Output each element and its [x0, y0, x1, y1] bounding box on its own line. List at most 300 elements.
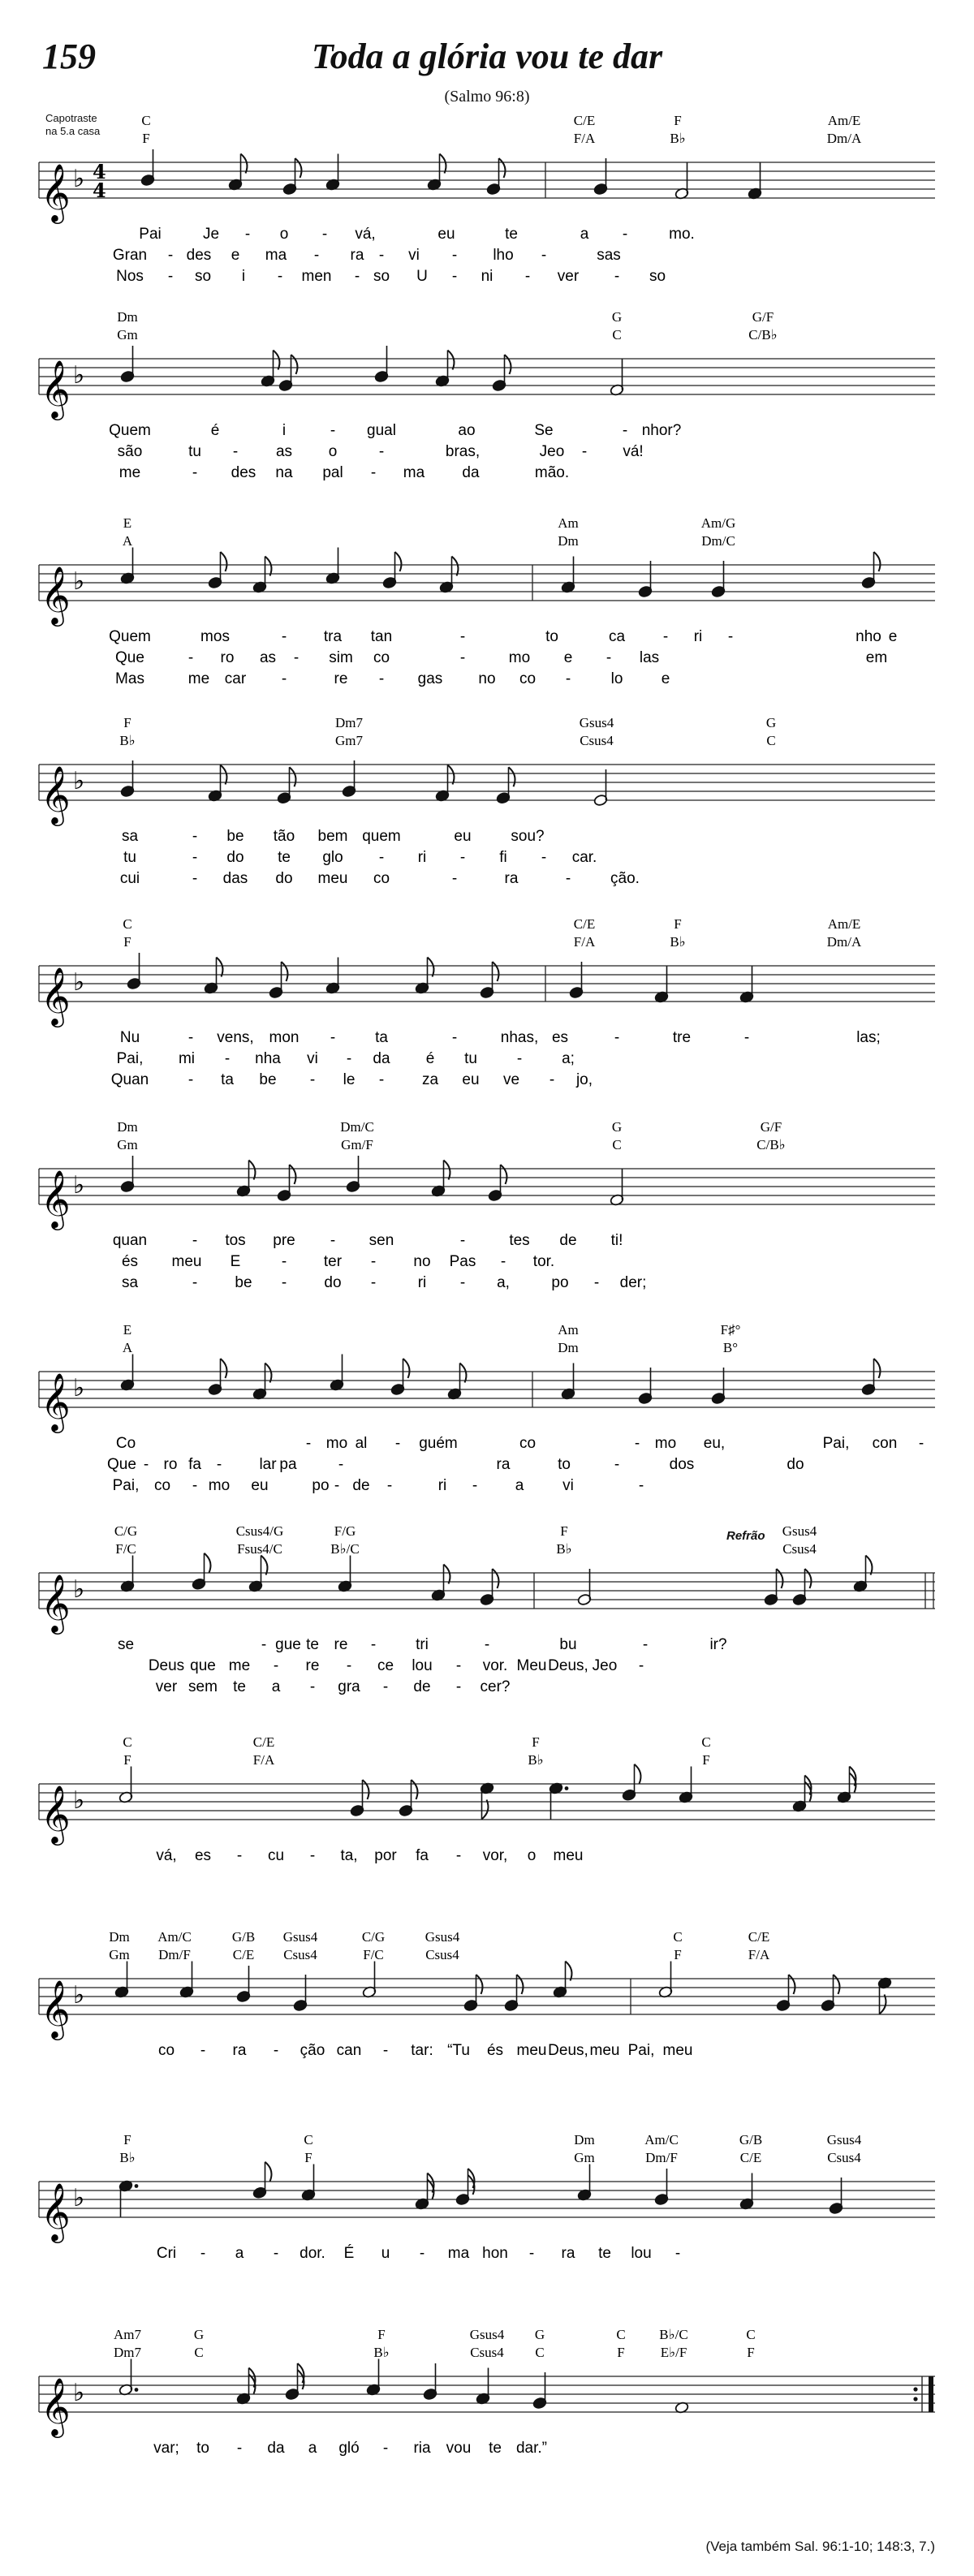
music-system [39, 916, 935, 1088]
lyric-syllable: Meu [516, 1657, 547, 1674]
lyric-syllable: É [343, 2245, 355, 2262]
lyric-syllable: Cri [156, 2245, 177, 2262]
capo-chord-symbol: Dm/C [701, 533, 735, 549]
lyric-syllable: - [330, 422, 336, 439]
lyric-syllable: tre [672, 1029, 692, 1046]
lyric-syllable: ro [163, 1456, 178, 1473]
treble-clef: 𝄞 [41, 359, 71, 418]
note-flag [501, 1165, 507, 1184]
lyric-syllable: na [275, 464, 293, 481]
lyric-syllable: las; [856, 1029, 881, 1046]
lyric-syllable: sa [121, 828, 139, 845]
lyric-syllable: “Tu [447, 2042, 470, 2059]
lyric-syllable: men [301, 268, 332, 285]
note-flag [221, 552, 227, 571]
chord-symbol: C/E [573, 916, 596, 932]
music-system [39, 309, 935, 481]
lyric-syllable: - [614, 268, 620, 285]
lyric-syllable: - [200, 2245, 206, 2262]
lyric-syllable: te [278, 849, 291, 866]
lyric-syllable: - [451, 268, 458, 285]
lyric-syllable: ver [557, 268, 580, 285]
capo-chord-symbol: Gm [117, 1137, 138, 1152]
lyric-syllable: te [598, 2245, 611, 2262]
capo-chord-symbol: F/C [363, 1947, 384, 1962]
lyric-syllable: - [459, 849, 466, 866]
lyric-syllable: - [224, 1050, 231, 1067]
repeat-dot [913, 2397, 917, 2401]
capo-chord-symbol: F/A [573, 934, 596, 950]
capo-chord-symbol: Dm/F [158, 1947, 191, 1962]
lyric-syllable: - [192, 828, 198, 845]
chord-symbol: Dm/C [340, 1119, 374, 1135]
capo-chord-symbol: Dm/F [645, 2150, 678, 2165]
lyric-syllable: ca [608, 628, 626, 645]
lyric-syllable: - [378, 247, 385, 264]
lyric-syllable: cer? [480, 1678, 511, 1695]
capo-chord-symbol: B♭ [670, 934, 686, 950]
chord-symbol: C [701, 1734, 711, 1750]
chord-symbol: B♭/C [659, 2327, 688, 2342]
lyric-syllable: ra [504, 870, 519, 887]
chord-symbol: Am/E [827, 113, 861, 128]
lyric-syllable: gra [338, 1678, 360, 1695]
note-flag [282, 962, 288, 981]
lyric-syllable: pal [322, 464, 343, 481]
lyric-syllable: a [235, 2245, 244, 2262]
chord-symbol: G/B [231, 1929, 256, 1945]
lyric-syllable: be [259, 1071, 277, 1088]
capo-chord-symbol: F [617, 2345, 625, 2360]
note-flag [290, 767, 296, 786]
chord-symbol: E [123, 1322, 132, 1338]
lyric-syllable: - [192, 1477, 198, 1494]
lyric-syllable: Que [115, 649, 144, 666]
capo-chord-symbol: A [122, 1340, 133, 1355]
capo-chord-symbol: Gm7 [335, 733, 363, 748]
lyric-syllable: pa [279, 1456, 297, 1473]
capo-chord-symbol: Gm [117, 327, 138, 342]
note-flag [517, 1975, 524, 1994]
lyric-syllable: - [370, 1253, 377, 1270]
lyric-syllable: - [192, 1274, 198, 1291]
lyric-syllable: - [451, 247, 458, 264]
note-flag [493, 1569, 499, 1588]
lyric-syllable: - [622, 422, 628, 439]
lyric-syllable: do [787, 1456, 804, 1473]
lyric-syllable: Pai, [116, 1050, 144, 1067]
lyric-syllable: - [261, 1636, 267, 1653]
lyric-syllable: ção [300, 2042, 325, 2059]
chord-symbol: Am [558, 1322, 579, 1338]
note-flag [291, 355, 298, 374]
note-flag [509, 767, 515, 786]
music-system [39, 2327, 935, 2457]
capo-chord-symbol: B♭ [119, 2150, 136, 2165]
lyric-syllable: - [642, 1636, 649, 1653]
treble-clef: 𝄞 [41, 1169, 71, 1228]
note-flag [805, 1569, 812, 1588]
note-flag [880, 1995, 886, 2014]
lyric-syllable: pre [273, 1232, 295, 1249]
note-flag [482, 1800, 489, 1820]
note-flag [460, 1363, 467, 1383]
lyric-syllable: i [241, 268, 246, 285]
lyric-syllable: vi [307, 1050, 318, 1067]
lyric-syllable: Deus, [548, 1657, 588, 1674]
chord-symbol: Am/G [700, 515, 736, 531]
lyric-syllable: cui [119, 870, 140, 887]
key-signature-flat: ♭ [73, 767, 85, 795]
lyric-syllable: ti! [610, 1232, 623, 1249]
lyric-syllable: a [308, 2440, 317, 2457]
lyric-syllable: meu [662, 2042, 693, 2059]
chord-symbol: F [674, 113, 682, 128]
lyric-syllable: no [478, 670, 496, 687]
note-flag [777, 1569, 783, 1588]
capo-chord-symbol: Csus4 [782, 1541, 817, 1557]
lyric-syllable: - [541, 849, 547, 866]
note-flag [241, 154, 248, 174]
lyric-syllable: mos [200, 628, 230, 645]
lyric-syllable: me [119, 464, 141, 481]
note-dot [135, 2184, 139, 2188]
capo-note [45, 112, 100, 138]
lyric-syllable: re [305, 1657, 320, 1674]
lyric-syllable: quan [112, 1232, 148, 1249]
lyric-syllable: vá, [156, 1847, 177, 1864]
key-signature-flat: ♭ [73, 165, 85, 193]
lyric-syllable: tar: [411, 2042, 433, 2059]
chord-symbol: F [123, 2132, 131, 2147]
chord-symbol: Am7 [114, 2327, 141, 2342]
lyric-syllable: so [649, 268, 666, 285]
note-flag [505, 355, 511, 374]
capo-chord-symbol: C [535, 2345, 545, 2360]
note-flag [205, 1553, 211, 1573]
lyric-syllable: - [187, 649, 194, 666]
lyric-syllable: me [187, 670, 210, 687]
lyric-syllable: ni [481, 268, 493, 285]
lyric-syllable: - [581, 443, 588, 460]
chord-symbol: F♯° [720, 1322, 741, 1338]
note-flag [274, 351, 280, 370]
lyric-syllable: cu [267, 1847, 285, 1864]
lyric-syllable: e [888, 628, 898, 645]
lyric-syllable: são [117, 443, 143, 460]
capo-chord-symbol: F [674, 1947, 682, 1962]
lyric-syllable: - [378, 1071, 385, 1088]
key-signature-flat: ♭ [73, 968, 85, 997]
lyric-syllable: - [273, 1657, 279, 1674]
lyric-syllable: Pai, [627, 2042, 655, 2059]
chord-symbol: Dm [574, 2132, 595, 2147]
lyric-syllable: e [661, 670, 670, 687]
lyric-syllable: te [489, 2440, 502, 2457]
lyric-syllable: - [167, 247, 174, 264]
lyric-syllable: ve [502, 1071, 520, 1088]
chord-symbol: Gsus4 [469, 2327, 505, 2342]
lyric-syllable: var; [153, 2440, 179, 2457]
lyric-syllable: se [117, 1636, 135, 1653]
lyric-syllable: re [334, 670, 348, 687]
lyric-syllable: - [382, 2440, 389, 2457]
lyric-syllable: - [565, 670, 571, 687]
lyric-syllable: tu [123, 849, 136, 866]
chord-symbol: Csus4/G [235, 1523, 284, 1539]
lyric-syllable: sem [188, 1678, 218, 1695]
chord-symbol: C [123, 916, 132, 932]
capo-chord-symbol: Dm [558, 1340, 579, 1355]
lyric-syllable: e [563, 649, 573, 666]
capo-chord-symbol: B♭ [119, 733, 136, 748]
music-system [39, 1734, 935, 1864]
lyric-syllable: lar [259, 1456, 277, 1473]
lyric-syllable: so [194, 268, 212, 285]
capo-chord-symbol: Gm [574, 2150, 595, 2165]
lyric-syllable: - [634, 1435, 640, 1452]
treble-clef: 𝄞 [41, 2182, 71, 2241]
note-flag [221, 1359, 227, 1378]
lyric-syllable: - [378, 849, 385, 866]
lyric-syllable: as [275, 443, 293, 460]
capo-chord-symbol: Dm/A [826, 934, 862, 950]
lyric-syllable: - [614, 1029, 620, 1046]
music-system [39, 715, 935, 887]
lyric-syllable: co [153, 1477, 171, 1494]
capo-chord-symbol: Csus4 [425, 1947, 459, 1962]
lyric-syllable: gló [338, 2440, 360, 2457]
note-dot [135, 2388, 139, 2392]
lyric-syllable: Jeo [539, 443, 565, 460]
chord-symbol: Gsus4 [282, 1929, 318, 1945]
lyric-syllable: Jeo [592, 1657, 618, 1674]
note-flag [440, 154, 446, 174]
lyric-syllable: - [305, 1435, 312, 1452]
time-signature-top: 4 [93, 160, 106, 183]
note-flag [265, 1363, 272, 1383]
lyric-syllable: vi [562, 1477, 574, 1494]
note-flag [448, 351, 455, 370]
lyric-syllable: jo, [575, 1071, 593, 1088]
lyric-syllable: que [190, 1657, 216, 1674]
lyric-syllable: - [273, 2042, 279, 2059]
music-system [39, 113, 935, 285]
chord-symbol: C/G [114, 1523, 138, 1539]
lyric-syllable: - [524, 268, 531, 285]
lyric-syllable: po [551, 1274, 569, 1291]
music-system [39, 2132, 935, 2262]
lyric-syllable: eu, [703, 1435, 726, 1452]
lyric-syllable: - [334, 1477, 340, 1494]
lyric-syllable: i [282, 422, 287, 439]
lyric-syllable: nho [855, 628, 881, 645]
lyric-syllable: des [231, 464, 256, 481]
capo-chord-symbol: B° [722, 1340, 739, 1355]
lyric-syllable: do [324, 1274, 342, 1291]
music-system [39, 515, 935, 687]
lyric-syllable: ria [413, 2440, 431, 2457]
lyric-syllable: mi [178, 1050, 196, 1067]
time-signature-bottom: 4 [93, 179, 106, 202]
lyric-syllable: car. [571, 849, 597, 866]
chord-symbol: C [746, 2327, 756, 2342]
lyric-syllable: glo [322, 849, 343, 866]
lyric-syllable: dar.” [515, 2440, 548, 2457]
note-flag [265, 2162, 272, 2182]
lyric-syllable: eu [437, 226, 455, 243]
lyric-syllable: sou? [511, 828, 545, 845]
lyric-syllable: to [196, 2440, 209, 2457]
lyric-syllable: a [271, 1678, 281, 1695]
chord-symbol: Dm [117, 1119, 138, 1135]
lyric-syllable: ma [447, 2245, 470, 2262]
lyric-syllable: nhas, [500, 1029, 539, 1046]
lyric-syllable: quem [362, 828, 401, 845]
lyric-syllable: meu [553, 1847, 584, 1864]
lyric-syllable: me [228, 1657, 251, 1674]
key-signature-flat: ♭ [73, 361, 85, 390]
treble-clef: 𝄞 [41, 1573, 71, 1632]
chord-symbol: Dm7 [335, 715, 363, 730]
lyric-syllable: no [413, 1253, 431, 1270]
lyric-syllable: - [346, 1657, 352, 1674]
lyric-syllable: - [378, 443, 385, 460]
lyric-syllable: Deus, [548, 2042, 588, 2059]
lyric-syllable: - [192, 464, 198, 481]
capo-chord-symbol: B♭/C [330, 1541, 360, 1557]
note-flag [448, 765, 455, 785]
lyric-syllable: - [727, 628, 734, 645]
lyric-syllable: con [872, 1435, 898, 1452]
lyric-syllable: po [312, 1477, 330, 1494]
chord-symbol: Gsus4 [782, 1523, 817, 1539]
scripture-reference: (Salmo 96:8) [444, 88, 530, 106]
lyric-syllable: Que [107, 1456, 136, 1473]
chord-symbol: G [193, 2327, 205, 2342]
lyric-syllable: o [527, 1847, 537, 1864]
capo-chord-symbol: F [142, 131, 150, 146]
lyric-syllable: Pai [139, 226, 162, 243]
lyric-syllable: tu [188, 443, 201, 460]
lyric-syllable: sim [329, 649, 353, 666]
capo-chord-symbol: F/A [252, 1752, 275, 1768]
lyric-syllable: - [549, 1071, 555, 1088]
note-flag [635, 1764, 641, 1784]
key-signature-flat: ♭ [73, 2184, 85, 2212]
capo-chord-symbol: B♭ [670, 131, 686, 146]
lyric-syllable: lou [412, 1657, 433, 1674]
lyric-syllable: nha [255, 1050, 281, 1067]
lyric-syllable: - [244, 226, 251, 243]
lyric-syllable: - [370, 1274, 377, 1291]
lyric-syllable: lho [493, 247, 514, 264]
key-signature-flat: ♭ [73, 1171, 85, 1200]
lyric-syllable: sas [597, 247, 621, 264]
lyric-syllable: co [519, 1435, 537, 1452]
lyric-syllable: mon [269, 1029, 300, 1046]
lyric-syllable: e [231, 247, 240, 264]
lyric-syllable: eu [454, 828, 472, 845]
treble-clef: 𝄞 [41, 966, 71, 1025]
capo-chord-symbol: Gm/F [341, 1137, 373, 1152]
lyric-syllable: és [486, 2042, 504, 2059]
capo-chord-symbol: C [766, 733, 776, 748]
capo-chord-symbol: C/B♭ [756, 1137, 786, 1152]
lyric-syllable: guém [419, 1435, 458, 1452]
lyric-syllable: - [187, 1071, 194, 1088]
lyric-syllable: u [381, 2245, 390, 2262]
lyric-syllable: ra [350, 247, 364, 264]
lyric-syllable: vou [446, 2440, 472, 2457]
note-flag [874, 552, 881, 571]
lyric-syllable: - [236, 2440, 243, 2457]
lyric-syllable: - [309, 1071, 316, 1088]
chord-symbol: Dm [109, 1929, 130, 1945]
lyric-syllable: - [370, 464, 377, 481]
lyric-syllable: Quan [110, 1071, 149, 1088]
key-signature-flat: ♭ [73, 1981, 85, 2010]
lyric-syllable: Co [115, 1435, 136, 1452]
key-signature-flat: ♭ [73, 1575, 85, 1604]
lyric-syllable: é [210, 422, 220, 439]
lyric-syllable: car [224, 670, 247, 687]
refrain-label: Refrão [726, 1529, 765, 1543]
music-system [39, 1523, 935, 1695]
lyric-syllable: ma [265, 247, 287, 264]
lyric-syllable: - [419, 2245, 425, 2262]
note-flag [452, 557, 459, 576]
lyric-syllable: é [425, 1050, 435, 1067]
lyric-syllable: ta, [340, 1847, 358, 1864]
note-flag [444, 1161, 450, 1180]
lyric-syllable: es [551, 1029, 569, 1046]
note-dot [565, 1786, 569, 1790]
lyric-syllable: - [451, 870, 458, 887]
lyric-syllable: Deus [148, 1657, 185, 1674]
chord-symbol: G [611, 1119, 623, 1135]
lyric-syllable: sen [368, 1232, 394, 1249]
lyric-syllable: em [865, 649, 888, 666]
final-barline [929, 2376, 933, 2412]
lyric-syllable: ta [375, 1029, 388, 1046]
capo-chord-symbol: Gm [109, 1947, 130, 1962]
capo-chord-symbol: Dm/A [826, 131, 862, 146]
capo-chord-symbol: B♭ [373, 2345, 390, 2360]
lyric-syllable: dor. [300, 2245, 325, 2262]
lyric-syllable: U [416, 268, 428, 285]
lyric-syllable: - [386, 1477, 393, 1494]
capo-chord-symbol: C [194, 2345, 204, 2360]
lyric-syllable: eu [251, 1477, 269, 1494]
lyric-syllable: do [275, 870, 293, 887]
lyric-syllable: - [394, 1435, 401, 1452]
chord-symbol: F [674, 916, 682, 932]
music-system [39, 1322, 935, 1494]
treble-clef: 𝄞 [41, 162, 71, 222]
lyric-syllable: - [638, 1657, 644, 1674]
note-flag [221, 765, 227, 785]
chord-symbol: Gsus4 [826, 2132, 862, 2147]
lyric-syllable: te [505, 226, 518, 243]
lyric-syllable: - [484, 1636, 490, 1653]
lyric-syllable: tes [509, 1232, 530, 1249]
lyric-syllable: mo [208, 1477, 231, 1494]
lyric-syllable: bras, [445, 443, 481, 460]
lyric-syllable: - [472, 1477, 478, 1494]
lyric-syllable: gual [367, 422, 396, 439]
lyric-syllable: do [226, 849, 244, 866]
